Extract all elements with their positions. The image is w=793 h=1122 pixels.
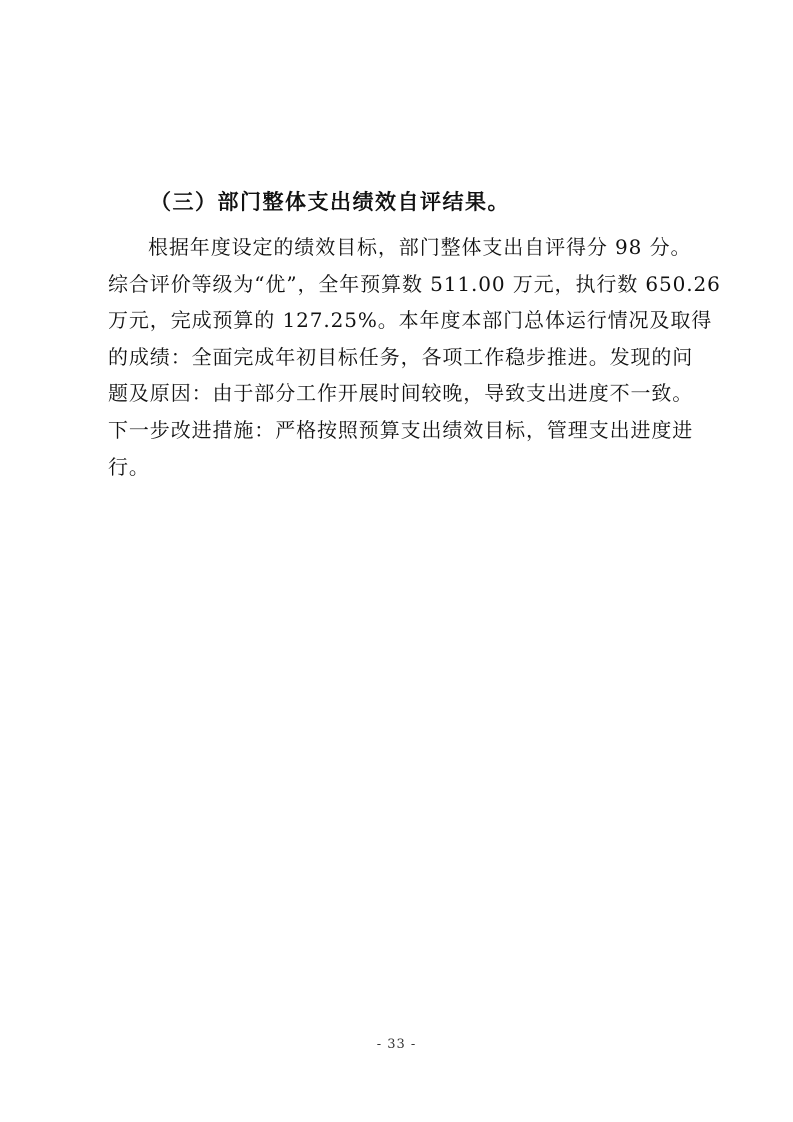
page-number: - 33 - xyxy=(376,1037,417,1052)
paragraph-line: 行。 xyxy=(108,454,150,479)
paragraph-line: 下一步改进措施：严格按照预算支出绩效目标，管理支出进度进 xyxy=(108,417,694,442)
paragraph-line: 万元，完成预算的 127.25%。本年度本部门总体运行情况及取得 xyxy=(108,308,713,333)
paragraph-line: 题及原因：由于部分工作开展时间较晚，导致支出进度不一致。 xyxy=(108,381,694,406)
section-heading: （三）部门整体支出绩效自评结果。 xyxy=(150,189,510,214)
paragraph-line: 综合评价等级为“优”，全年预算数 511.00 万元，执行数 650.26 xyxy=(108,271,721,296)
paragraph-line: 根据年度设定的绩效目标，部门整体支出自评得分 98 分。 xyxy=(148,235,692,259)
body-paragraph xyxy=(108,233,721,489)
paragraph-line: 的成绩：全面完成年初目标任务，各项工作稳步推进。发现的问 xyxy=(108,344,694,369)
